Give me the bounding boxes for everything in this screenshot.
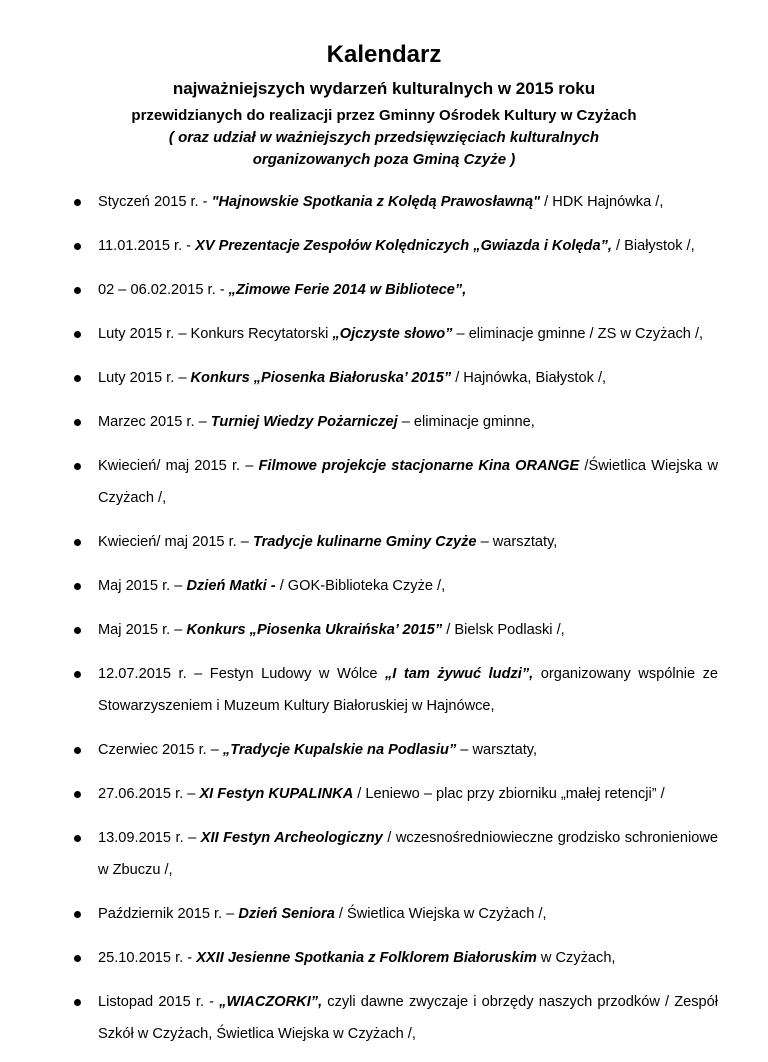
list-item: 13.09.2015 r. – XII Festyn Archeologiczny / wczesnośredniowieczne grodzisko schronieniowe w Zbuczu /,	[72, 822, 718, 886]
subtitle-line-1: najważniejszych wydarzeń kulturalnych w 2015 roku	[172, 79, 596, 98]
event-list	[72, 186, 718, 1062]
list-item: 27.06.2015 r. – XI Festyn KUPALINKA / Leniewo – plac przy zbiorniku „małej retencji” /	[72, 778, 718, 810]
subtitle-line-2: przewidzianych do realizacji przez Gminny Ośrodek Kultury w Czyżach	[131, 107, 637, 124]
list-item: Luty 2015 r. – Konkurs Recytatorski „Ojczyste słowo” – eliminacje gminne / ZS w Czyżach /,	[72, 318, 718, 350]
list-item: Marzec 2015 r. – Turniej Wiedzy Pożarniczej – eliminacje gminne,	[72, 406, 718, 438]
subtitle-line-4: organizowanych poza Gminą Czyże )	[252, 151, 516, 168]
list-item: 02 – 06.02.2015 r. - „Zimowe Ferie 2014 w Bibliotece”,	[72, 274, 718, 306]
list-item: 12.07.2015 r. – Festyn Ludowy w Wólce „I tam żywuć ludzi”, organizowany wspólnie ze Stowarzyszeniem i Muzeum Kultury Białoruskiej w Hajnówce,	[72, 658, 718, 722]
list-item: Maj 2015 r. – Konkurs „Piosenka Ukraińska’ 2015” / Bielsk Podlaski /,	[72, 614, 718, 646]
list-item: 11.01.2015 r. - XV Prezentacje Zespołów Kolędniczych „Gwiazda i Kolęda”, / Białystok /,	[72, 230, 718, 262]
list-item: Styczeń 2015 r. - "Hajnowskie Spotkania z Kolędą Prawosławną" / HDK Hajnówka /,	[72, 186, 718, 218]
list-item: 25.10.2015 r. - XXII Jesienne Spotkania z Folklorem Białoruskim w Czyżach,	[72, 942, 718, 974]
list-item: Listopad 2015 r. - „WIACZORKI”, czyli dawne zwyczaje i obrzędy naszych przodków / Zespół Szkół w Czyżach, Świetlica Wiejska w Czyżach /,	[72, 986, 718, 1050]
list-item: Październik 2015 r. – Dzień Seniora / Świetlica Wiejska w Czyżach /,	[72, 898, 718, 930]
list-item: Czerwiec 2015 r. – „Tradycje Kupalskie na Podlasiu” – warsztaty,	[72, 734, 718, 766]
subtitle-line-3: ( oraz udział w ważniejszych przedsięwzięciach kulturalnych	[168, 129, 600, 146]
page-title: Kalendarz	[326, 41, 442, 68]
list-item: Luty 2015 r. – Konkurs „Piosenka Białoruska’ 2015” / Hajnówka, Białystok /,	[72, 362, 718, 394]
list-item: Maj 2015 r. – Dzień Matki - / GOK-Biblioteka Czyże /,	[72, 570, 718, 602]
list-item: Kwiecień/ maj 2015 r. – Tradycje kulinarne Gminy Czyże – warsztaty,	[72, 526, 718, 558]
list-item: Kwiecień/ maj 2015 r. – Filmowe projekcje stacjonarne Kina ORANGE /Świetlica Wiejska w Czyżach /,	[72, 450, 718, 514]
